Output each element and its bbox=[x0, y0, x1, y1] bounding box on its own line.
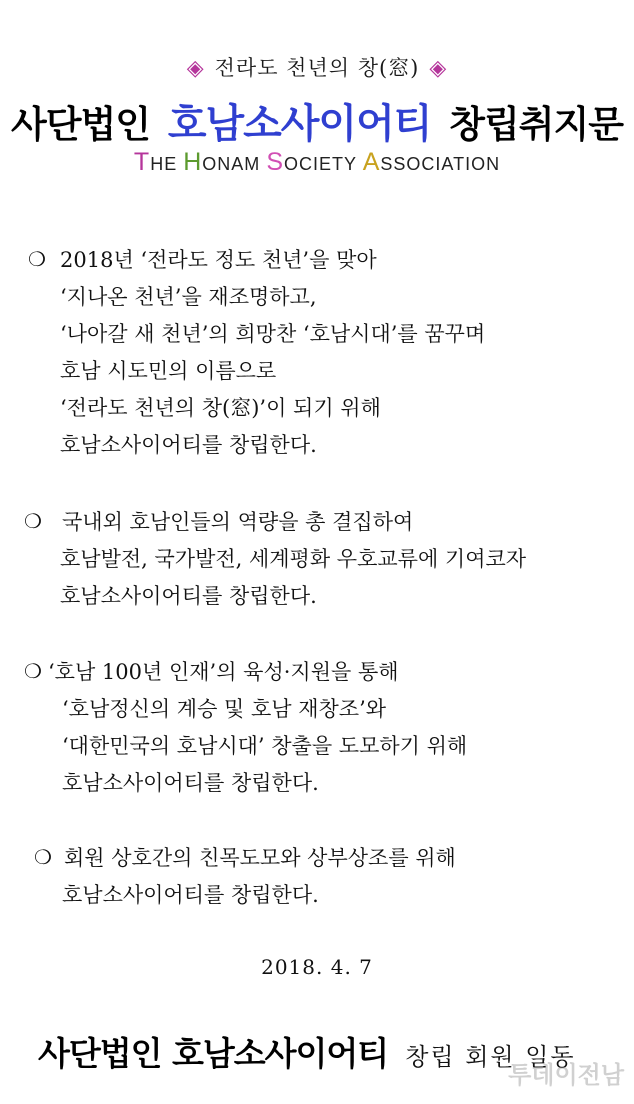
circle-bullet-icon: ❍ bbox=[28, 247, 46, 271]
declaration-line: 호남발전, 국가발전, 세계평화 우호교류에 기여코자 bbox=[60, 547, 527, 571]
declaration-line: ‘나아갈 새 천년’의 희망찬 ‘호남시대’를 꿈꾸며 bbox=[60, 322, 486, 346]
title-prefix: 사단법인 bbox=[11, 103, 150, 146]
eng-title-rest: ONAM bbox=[202, 154, 261, 174]
circle-bullet-icon: ❍ bbox=[24, 509, 42, 533]
declaration-line: ‘지나온 천년’을 재조명하고, bbox=[60, 285, 317, 309]
declaration-line: 호남소사이어티를 창립한다. bbox=[60, 433, 317, 457]
declaration-line: ‘전라도 천년의 창(窓)’이 되기 위해 bbox=[60, 396, 381, 420]
subtitle-text: 전라도 천년의 창(窓) bbox=[214, 56, 420, 80]
watermark-text: 투데이전남 bbox=[508, 1061, 624, 1089]
main-title bbox=[0, 92, 634, 149]
declaration-line: 호남소사이어티를 창립한다. bbox=[60, 584, 317, 608]
eng-title-rest: HE bbox=[150, 154, 178, 174]
declaration-line: 호남소사이어티를 창립한다. bbox=[62, 771, 319, 795]
title-suffix: 창립취지문 bbox=[449, 103, 623, 146]
eng-title-capital: A bbox=[362, 148, 381, 176]
declaration-line: 2018년 ‘전라도 정도 천년’을 맞아 bbox=[60, 248, 377, 272]
declaration-line: 회원 상호간의 친목도모와 상부상조를 위해 bbox=[64, 846, 456, 870]
declaration-line: 호남 시도민의 이름으로 bbox=[60, 359, 277, 383]
diamond-icon: ◈ bbox=[186, 56, 205, 81]
eng-title-capital: T bbox=[133, 148, 151, 176]
footer-org: 사단법인 호남소사이어티 bbox=[38, 1034, 389, 1073]
subtitle bbox=[0, 52, 634, 82]
eng-title-capital: H bbox=[183, 148, 203, 176]
declaration-line: ‘대한민국의 호남시대’ 창출을 도모하기 위해 bbox=[62, 734, 468, 758]
circle-bullet-icon: ❍ bbox=[24, 659, 42, 683]
declaration-line: 국내외 호남인들의 역량을 총 결집하여 bbox=[62, 510, 414, 534]
signature-line bbox=[38, 1028, 576, 1075]
eng-title-rest: OCIETY bbox=[284, 154, 357, 174]
declaration-line: 호남소사이어티를 창립한다. bbox=[62, 883, 319, 907]
eng-title-rest: SSOCIATION bbox=[380, 154, 501, 174]
declaration-line: ‘호남정신의 계승 및 호남 재창조’와 bbox=[62, 697, 387, 721]
footer-signers: 창립 회원 일동 bbox=[405, 1043, 576, 1071]
date: 2018. 4. 7 bbox=[261, 955, 373, 979]
watermark bbox=[508, 1055, 624, 1090]
circle-bullet-icon: ❍ bbox=[34, 845, 52, 869]
english-title bbox=[0, 148, 634, 177]
eng-title-capital: S bbox=[266, 148, 284, 176]
declaration-line: ‘호남 100년 인재’의 육성·지원을 통해 bbox=[48, 660, 399, 684]
diamond-icon: ◈ bbox=[429, 56, 448, 81]
title-org-name: 호남소사이어티 bbox=[167, 101, 432, 147]
